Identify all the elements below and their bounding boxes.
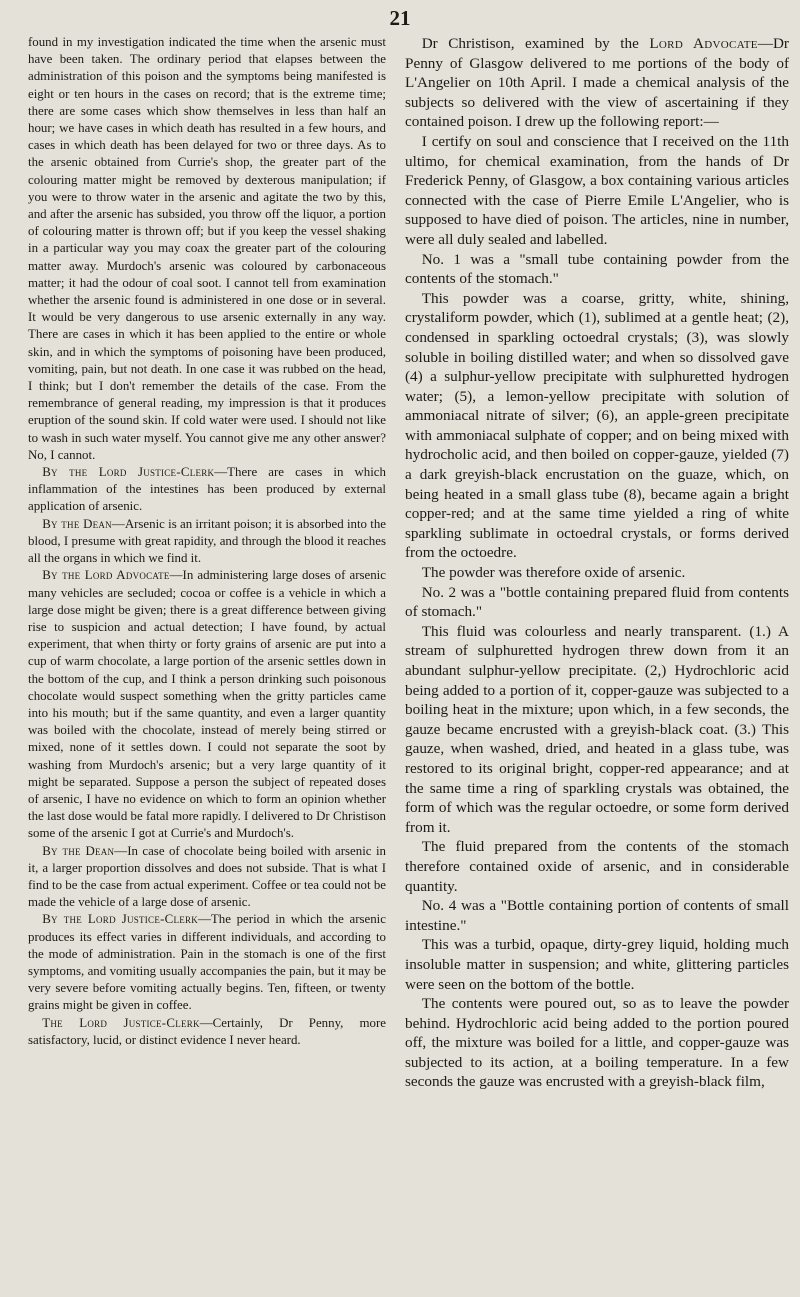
paragraph bbox=[405, 563, 789, 583]
paragraph bbox=[28, 567, 386, 842]
speaker-name: By the Dean bbox=[42, 516, 112, 531]
paragraph-text: —Dr Penny of Glasgow delivered to me portions of the body of L'Angelier on 10th April. I made a chemical analysis of the subjects so delivered with the view of ascertaining if they contained poison. I drew up the following report:— bbox=[405, 35, 789, 131]
paragraph-text: No. 1 was a "small tube containing powder from the contents of the stomach." bbox=[405, 250, 789, 288]
paragraph-text: —Arsenic is an irritant poison; it is absorbed into the blood, I presume with great rapidity, and through the blood it reaches all the organs in which we find it. bbox=[28, 516, 386, 566]
paragraph bbox=[28, 911, 386, 1014]
paragraph bbox=[28, 843, 386, 912]
paragraph-text: This was a turbid, opaque, dirty-grey liquid, holding much insoluble matter in suspension; and white, glittering particles were seen on the bottom of the bottle. bbox=[405, 936, 789, 993]
paragraph-text: —Certainly, Dr Penny, more satisfactory, lucid, or distinct evidence I never heard. bbox=[28, 1015, 386, 1047]
speaker-name: By the Lord Advocate bbox=[42, 568, 170, 583]
paragraph-text: I certify on soul and conscience that I received on the 11th ultimo, for chemical examination, from the hands of Dr Frederick Penny, of Glasgow, a box containing various articles connected with the case of Pierre Emile L'Angelier, who is supposed to have died of poison. The articles, nine in number, were all duly sealed and labelled. bbox=[405, 132, 789, 248]
speaker-name: By the Dean bbox=[42, 843, 115, 858]
paragraph bbox=[28, 464, 386, 516]
paragraph-text: —There are cases in which inflammation of the intestines has been produced by external application of arsenic. bbox=[28, 465, 386, 514]
paragraph-text: The powder was therefore oxide of arsenic. bbox=[421, 564, 686, 582]
paragraph-text: —The period in which the arsenic produces its effect varies in different individuals, and according to the mode of administration. Pain in the stomach is one of the first symptoms, and vomiting usually accompanies the pain, but it may be very severe before vomiting actually begins. Ten, fifteen, or twenty grains might be given in coffee. bbox=[28, 912, 386, 1013]
paragraph-text: No. 4 was a "Bottle containing portion of contents of small intestine." bbox=[405, 897, 789, 934]
speaker-name: By the Lord Justice-Clerk bbox=[42, 912, 199, 927]
paragraph bbox=[28, 34, 386, 464]
paragraph-text: found in my investigation indicated the time when the arsenic must have been taken. The ordinary period that elapses between the administration of this poison and the symptoms being manifested is eight or ten hours in the cases on record; that is the extreme time; there are some cases which show themselves in less than half an hour; we have cases in which death has resulted in a few hours, and cases in which death has been delayed for two or three days. As to the arsenic obtained from Currie's shop, the greater part of the colouring matter might be removed by dexterous manipulation; if you were to throw water in the arsenic and agitate the two by this, and after the arsenic has subsided, you throw off the liquor, a portion of colouring matter is thrown off; but if you keep the vessel shaking in a particular way you may coax the greater part of the colouring matter away. Murdoch's arsenic was coloured by carbonaceous matter; it had the odour of coal soot. I cannot tell from examination whether the arsenic found is administered in one dose or in several. It would be very dangerous to use arsenic externally in any way. There are cases in which it has been applied to the entire or whole skin, and in which the symptoms of poisoning have been produced, vomiting, pain, but not death. In one case it was rubbed on the head, I think; but I don't remember the details of the case. From the remembrance of general reading, my impression is that it produces eruption of the sound skin. If cold water were used. I should not like to wash in such water myself. You cannot give me any other answer? No, I cannot. bbox=[28, 35, 386, 462]
paragraph bbox=[28, 516, 386, 568]
paragraph-text: No. 2 was a "bottle containing prepared fluid from contents of stomach." bbox=[405, 583, 789, 621]
paragraph-text: This powder was a coarse, gritty, white, shining, crystaliform powder, which (1), sublimed at a gentle heat; (2), condensed in sparkling octoedral crystals; (3), was slowly soluble in boiling distilled water; and when so dissolved gave (4) a sulphur-yellow precipitate with sulphuretted hydrogen water; (5), a lemon-yellow precipitate with solution of ammoniacal nitrate of silver; (6), an apple-green precipitate with ammoniacal sulphate of copper; and on being mixed with hydrocholic acid, and then boiled on copper-gauze, yielded (7) a dark greyish-black encrustation on the guaze, which, on being heated in a small glass tube (8), became again a bright copper-red; and at the same time yielded a ring of white sparkling sublimate in octoedral crystals, or forms derived from the octoedre. bbox=[405, 289, 789, 562]
paragraph bbox=[405, 994, 789, 1092]
paragraph bbox=[405, 935, 789, 994]
speaker-name: By the Lord Justice-Clerk bbox=[42, 465, 215, 480]
paragraph-text: This fluid was colourless and nearly transparent. (1.) A stream of sulphuretted hydrogen threw down from it an abundant sulphur-yellow precipitate. (2,) Hydrochloric acid being added to a portion of it, copper-gauze was subjected to a boiling heat in the mixture; upon which, in a few seconds, the gauze became encrusted with a greyish-black coat. (3.) This gauze, when washed, dried, and heated in a glass tube, was restored to its original bright, copper-red appearance; and at the same time a ring of sparkling crystals was obtained, the form of which was the regular octoedre, or some form derived from it. bbox=[405, 622, 789, 836]
paragraph-lead: Dr Christison, examined by the bbox=[421, 35, 650, 52]
paragraph bbox=[405, 289, 789, 563]
paragraph bbox=[28, 1015, 386, 1049]
speaker-name: The Lord Justice-Clerk bbox=[42, 1015, 200, 1030]
speaker-name: Lord Advocate bbox=[649, 35, 758, 52]
left-column bbox=[28, 34, 386, 1285]
paragraph bbox=[405, 583, 789, 622]
page-number: 21 bbox=[389, 6, 411, 30]
paragraph bbox=[405, 622, 789, 838]
paragraph bbox=[405, 896, 789, 935]
paragraph bbox=[405, 837, 789, 896]
paragraph bbox=[405, 34, 789, 132]
right-column bbox=[405, 34, 789, 1285]
paragraph-text: —In case of chocolate being boiled with arsenic in it, a larger proportion dissolves and does not subside. That is what I find to be the case from actual experiment. Coffee or tea could not be made the vehicle of a large dose of arsenic. bbox=[28, 843, 386, 910]
paragraph bbox=[405, 250, 789, 289]
paragraph-text: The contents were poured out, so as to leave the powder behind. Hydrochloric acid being added to the portion poured off, the mixture was boiled for a little, and copper-gauze was subjected to its action, at a boiling temperature. In a few seconds the gauze was encrusted with a greyish-black film, bbox=[405, 995, 789, 1091]
paragraph-text: —In administering large doses of arsenic many vehicles are secluded; cocoa or coffee is a vehicle in which a large dose might be given; there is a great difference between giving rise to suspicion and actual detection; I have found, by actual experiment, that when thirty or forty grains of arsenic are put into a cup of warm chocolate, a large portion of the arsenic settles down in the bottom of the cup, and I think a person drinking such poisonous chocolate would suspect something when the gritty particles came into his mouth; but if the same quantity, and even a larger quantity was boiled with the chocolate, instead of merely being stirred or mixed, none of it settles down. I could not separate the soot by washing from Murdoch's arsenic; but a very large quantity of it might be separated. Suppose a person the subject of repeated doses of arsenic, I have no evidence on which to form an opinion whether the last dose would be fatal more rapidly. I delivered to Dr Christison some of the arsenic I got at Currie's and Murdoch's. bbox=[28, 568, 386, 841]
paragraph bbox=[405, 132, 789, 250]
paragraph-text: The fluid prepared from the contents of the stomach therefore contained oxide of arsenic, and in considerable quantity. bbox=[405, 838, 789, 895]
